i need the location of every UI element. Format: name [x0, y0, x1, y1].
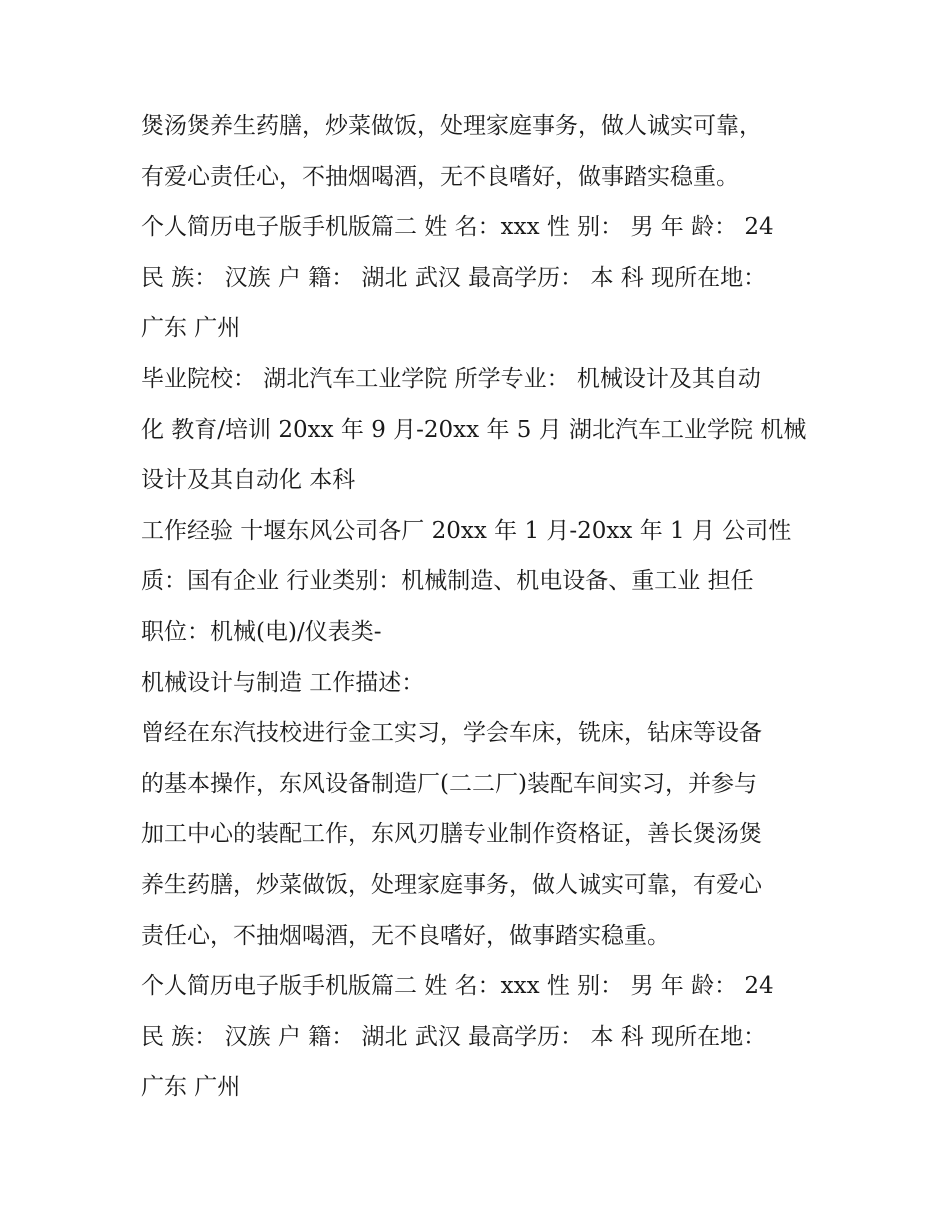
text-line: 民 族： 汉族 户 籍： 湖北 武汉 最高学历： 本 科 现所在地： — [141, 264, 767, 291]
text-line: 有爱心责任心，不抽烟喝酒，无不良嗜好，做事踏实稳重。 — [141, 163, 739, 190]
text-line: 养生药膳，炒菜做饭，处理家庭事务，做人诚实可靠，有爱心 — [141, 871, 762, 898]
text-line: 个人简历电子版手机版篇二 姓 名：xxx 性 别： 男 年 龄： 24 — [141, 214, 774, 241]
text-line: 的基本操作，东风设备制造厂(二二厂)装配车间实习，并参与 — [141, 770, 757, 797]
text-line: 责任心，不抽烟喝酒，无不良嗜好，做事踏实稳重。 — [141, 922, 670, 949]
text-line: 曾经在东汽技校进行金工实习，学会车床，铣床，钻床等设备 — [141, 720, 762, 747]
text-line: 个人简历电子版手机版篇二 姓 名：xxx 性 别： 男 年 龄： 24 — [141, 973, 774, 1000]
document-body — [141, 101, 813, 1113]
text-line: 加工中心的装配工作，东风刃膳专业制作资格证，善长煲汤煲 — [141, 821, 762, 848]
text-line: 毕业院校： 湖北汽车工业学院 所学专业： 机械设计及其自动 — [141, 365, 761, 392]
text-line: 广东 广州 — [141, 315, 241, 342]
text-line: 广东 广州 — [141, 1074, 241, 1101]
text-line: 质：国有企业 行业类别：机械制造、机电设备、重工业 担任 — [141, 568, 754, 595]
text-line: 煲汤煲养生药膳，炒菜做饭，处理家庭事务，做人诚实可靠， — [141, 113, 762, 139]
text-line: 民 族： 汉族 户 籍： 湖北 武汉 最高学历： 本 科 现所在地： — [141, 1023, 767, 1050]
text-line: 工作经验 十堰东风公司各厂 20xx 年 1 月-20xx 年 1 月 公司性 — [141, 517, 792, 544]
text-line: 化 教育/培训 20xx 年 9 月-20xx 年 5 月 湖北汽车工业学院 机械 — [141, 416, 807, 443]
text-line: 职位：机械(电)/仪表类- — [141, 618, 382, 645]
text-line: 设计及其自动化 本科 — [141, 467, 356, 494]
text-line: 机械设计与制造 工作描述： — [141, 669, 425, 696]
